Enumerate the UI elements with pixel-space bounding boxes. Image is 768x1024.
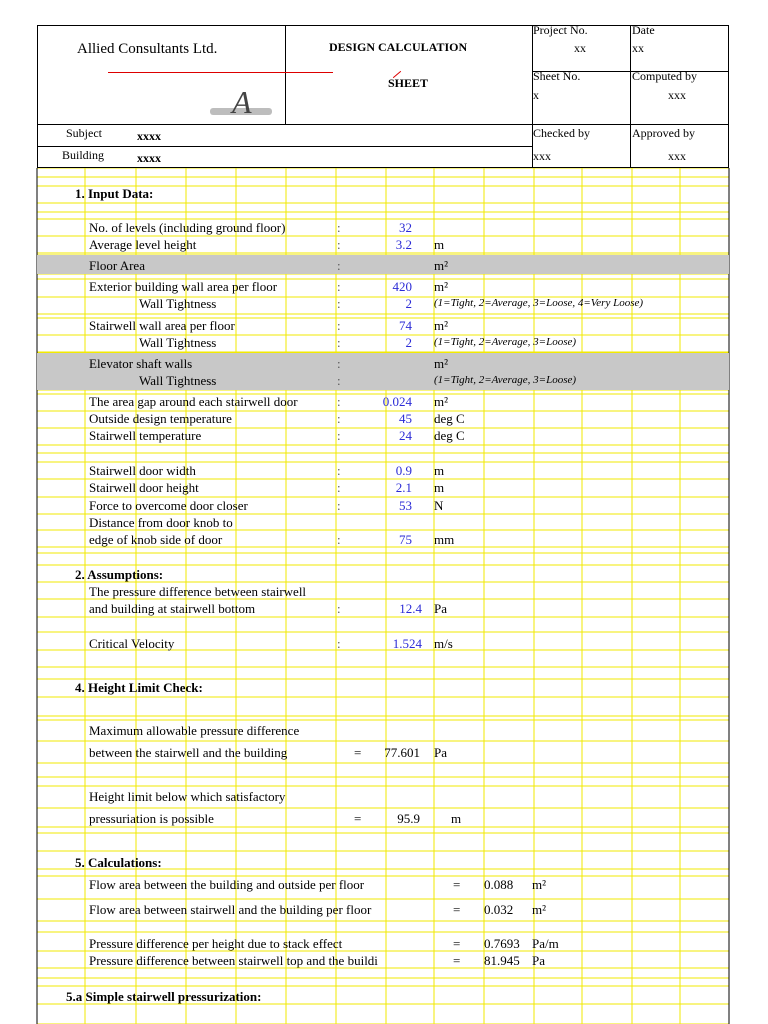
input-row-value: 45 [399, 411, 412, 426]
input-row-label: Stairwell door height [89, 480, 199, 495]
height-row-value: 77.601 [384, 745, 420, 760]
subject-label: Subject [66, 126, 102, 140]
assumption-row-colon: : [337, 601, 341, 616]
section-input-data: 1. Input Data: [75, 186, 154, 201]
input-row-note: (1=Tight, 2=Average, 3=Loose, 4=Very Loose) [434, 297, 644, 309]
assumption-row-value: 12.4 [399, 601, 422, 616]
sheet-title-line1: DESIGN CALCULATION [329, 40, 468, 54]
input-row-label: No. of levels (including ground floor) [89, 220, 286, 235]
input-row-label: Floor Area [89, 258, 145, 273]
height-row-equals: = [354, 745, 362, 760]
calc-row-equals: = [453, 936, 461, 951]
assumption-row-unit: Pa [434, 601, 447, 616]
input-row-value: 2.1 [395, 480, 412, 495]
input-row-colon: : [337, 498, 341, 513]
calc-row-value: 0.032 [484, 902, 514, 917]
input-row-colon: : [337, 394, 341, 409]
input-row-label: Wall Tightness [139, 335, 217, 350]
input-row-colon: : [337, 373, 341, 388]
input-row-unit: m² [434, 394, 449, 409]
section-simple-pressurization: 5.a Simple stairwell pressurization: [66, 989, 262, 1004]
calc-row-equals: = [453, 953, 461, 968]
input-row-label: Stairwell wall area per floor [89, 318, 235, 333]
input-row-label: Exterior building wall area per floor [89, 279, 278, 294]
input-row-note: (1=Tight, 2=Average, 3=Loose) [434, 336, 577, 348]
calc-row-label: Pressure difference between stairwell top and the buildi [89, 953, 378, 968]
height-row-equals: = [354, 811, 362, 826]
input-row-colon: : [337, 318, 341, 333]
sheet-no-value: x [533, 88, 539, 102]
input-row-value: 0.9 [395, 463, 412, 478]
input-row-colon: : [337, 296, 341, 311]
input-row-unit: m [434, 480, 445, 495]
input-row-unit: deg C [434, 428, 465, 443]
calc-row-label: Flow area between stairwell and the building per floor [89, 902, 372, 917]
calc-row-unit: m² [532, 877, 547, 892]
input-row-unit: deg C [434, 411, 465, 426]
input-row-unit: m² [434, 279, 449, 294]
calc-row-value: 81.945 [484, 953, 520, 968]
input-row-label: Stairwell door width [89, 463, 196, 478]
input-row-label: Elevator shaft walls [89, 356, 193, 371]
date-value: xx [632, 41, 644, 55]
computed-by-value: xxx [668, 88, 686, 102]
red-rule [108, 72, 333, 73]
height-row-value: 95.9 [397, 811, 420, 826]
input-row-colon: : [337, 335, 341, 350]
calc-row-unit: m² [532, 902, 547, 917]
input-row-colon: : [337, 480, 341, 495]
input-row-value: 0.024 [382, 394, 412, 409]
height-row-label: between the stairwell and the building [89, 745, 288, 760]
input-row-value: 32 [399, 220, 412, 235]
input-row-label: Stairwell temperature [89, 428, 202, 443]
computed-by-label: Computed by [632, 69, 697, 83]
input-row-label: Outside design temperature [89, 411, 232, 426]
input-row-colon: : [337, 237, 341, 252]
section-assumptions: 2. Assumptions: [75, 567, 164, 582]
input-row-colon: : [337, 532, 341, 547]
height-row-label: pressuriation is possible [89, 811, 214, 826]
checked-by-label: Checked by [533, 126, 590, 140]
assumption-row-label: Critical Velocity [89, 636, 175, 651]
height-row-unit: m [451, 811, 462, 826]
input-row-unit: mm [434, 532, 455, 547]
input-row-unit: m² [434, 318, 449, 333]
project-no-label: Project No. [533, 23, 588, 37]
input-row-colon: : [337, 279, 341, 294]
calc-row-unit: Pa/m [532, 936, 559, 951]
input-row-value: 2 [405, 296, 412, 311]
input-row-value: 74 [399, 318, 412, 333]
input-row-label: Average level height [89, 237, 197, 252]
input-row-value: 2 [405, 335, 412, 350]
calc-row-label: Flow area between the building and outside per floor [89, 877, 365, 892]
calc-row-unit: Pa [532, 953, 545, 968]
company-name: Allied Consultants Ltd. [77, 41, 218, 57]
input-row-label: edge of knob side of door [89, 532, 223, 547]
assumption-row-unit: m/s [434, 636, 453, 651]
input-row-label: Distance from door knob to [89, 515, 233, 530]
height-row-label: Maximum allowable pressure difference [89, 723, 300, 738]
building-label: Building [62, 148, 105, 162]
input-row-label: Wall Tightness [139, 373, 217, 388]
input-row-value: 3.2 [395, 237, 412, 252]
company-logo: A [210, 86, 272, 122]
input-row-label: Wall Tightness [139, 296, 217, 311]
building-value: xxxx [137, 151, 161, 165]
input-row-colon: : [337, 258, 341, 273]
section-calculations: 5. Calculations: [75, 855, 162, 870]
calc-row-value: 0.7693 [484, 936, 520, 951]
assumption-row-colon: : [337, 636, 341, 651]
project-no-value: xx [574, 41, 586, 55]
calc-row-value: 0.088 [484, 877, 514, 892]
checked-by-value: xxx [533, 149, 551, 163]
sheet-no-label: Sheet No. [533, 69, 581, 83]
input-row-colon: : [337, 428, 341, 443]
input-row-unit: m² [434, 258, 449, 273]
input-row-colon: : [337, 463, 341, 478]
approved-by-value: xxx [668, 149, 686, 163]
input-row-value: 420 [392, 279, 412, 294]
assumption-row-value: 1.524 [392, 636, 422, 651]
input-row-note: (1=Tight, 2=Average, 3=Loose) [434, 374, 577, 386]
height-row-label: Height limit below which satisfactory [89, 789, 286, 804]
input-row-value: 53 [399, 498, 412, 513]
section-height-limit: 4. Height Limit Check: [75, 680, 203, 695]
input-row-unit: m² [434, 356, 449, 371]
sheet-title-line2: SHEET [388, 76, 429, 90]
input-row-value: 75 [399, 532, 412, 547]
input-row-colon: : [337, 411, 341, 426]
input-row-label: Force to overcome door closer [89, 498, 248, 513]
input-row-colon: : [337, 220, 341, 235]
input-row-unit: m [434, 237, 445, 252]
input-row-unit: N [434, 498, 444, 513]
date-label: Date [632, 23, 655, 37]
height-row-unit: Pa [434, 745, 447, 760]
input-row-unit: m [434, 463, 445, 478]
assumption-row-label: and building at stairwell bottom [89, 601, 256, 616]
input-row-colon: : [337, 356, 341, 371]
subject-value: xxxx [137, 129, 161, 143]
calc-row-equals: = [453, 902, 461, 917]
approved-by-label: Approved by [632, 126, 695, 140]
input-row-value: 24 [399, 428, 412, 443]
assumption-row-label: The pressure difference between stairwell [89, 584, 307, 599]
input-row-label: The area gap around each stairwell door [89, 394, 298, 409]
calc-row-equals: = [453, 877, 461, 892]
calc-row-label: Pressure difference per height due to stack effect [89, 936, 343, 951]
